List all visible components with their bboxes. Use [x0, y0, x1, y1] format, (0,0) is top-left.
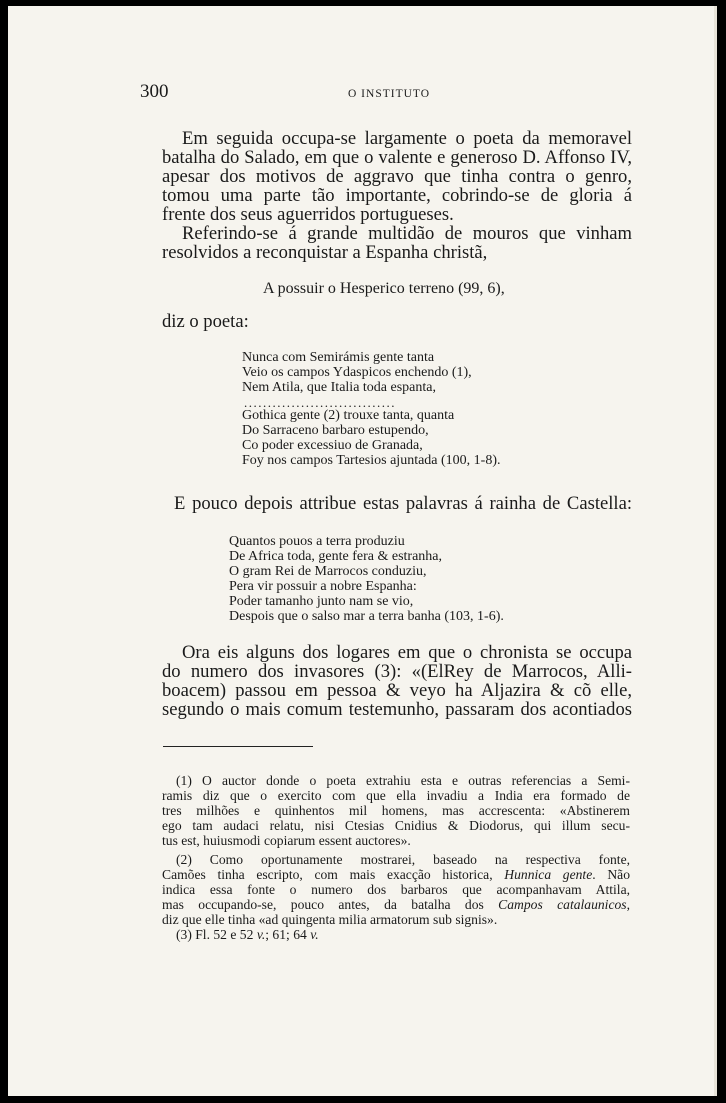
paragraph-2-line-1: Referindo-se á grande multidão de mouros que vinham — [182, 223, 632, 244]
footnote-3 — [176, 928, 319, 942]
paragraph-2-line-2: resolvidos a reconquistar a Espanha christã, — [162, 242, 488, 263]
footnote-2-line-2-a: Camões tinha escripto, com mais exacção historica, — [162, 867, 505, 882]
footnote-2-line-4 — [162, 898, 630, 912]
verse-1-line-6: Co poder excessiuo de Granada, — [242, 438, 423, 453]
footnote-1-line-4: ego tam audaci relatu, nisi Ctesias Cnidius & Diodorus, qui illum secu- — [162, 818, 630, 833]
paragraph-1-line-2: batalha do Salado, em que o valente e generoso D. Affonso IV, — [162, 147, 632, 168]
paragraph-1-line-5: frente dos seus aguerridos portugueses. — [162, 204, 454, 225]
footnote-2-line-1: (2) Como oportunamente mostrarei, baseado na respectiva fonte, — [176, 852, 630, 867]
paragraph-4-line-4: segundo o mais comum testemunho, passaram dos acontiados — [162, 699, 632, 720]
paragraph-1-line-4: tomou uma parte tão importante, cobrindo-se de gloria á — [162, 185, 632, 206]
paragraph-4-line-2: do numero dos invasores (3): «(ElRey de Marrocos, Alli- — [162, 661, 632, 682]
footnote-1-line-5: tus est, huiusmodi copiarum essent auctores». — [162, 833, 411, 848]
paragraph-4-line-3: boacem) passou em pessoa & veyo ha Aljazira & cõ elle, — [162, 680, 632, 701]
quote-1: A possuir o Hesperico terreno (99, 6), — [263, 280, 505, 297]
footnote-2-line-4-b: , — [626, 897, 630, 912]
footnote-rule — [163, 746, 313, 747]
footnote-2-line-2-italic: Hunnica gente — [504, 867, 593, 882]
footnote-2-line-4-a: mas occupando-se, pouco antes, da batalha dos — [162, 897, 499, 912]
verse-2-line-2: De Africa toda, gente fera & estranha, — [229, 549, 443, 564]
paragraph-4-line-1: Ora eis alguns dos logares em que o chronista se occupa — [182, 642, 632, 663]
verse-1-line-7: Foy nos campos Tartesios ajuntada (100, 1-8). — [242, 453, 501, 468]
book-page — [8, 6, 717, 1096]
paragraph-1-line-3: apesar dos motivos de aggravo que tinha contra o genro, — [162, 166, 632, 187]
footnote-2-line-5: diz que elle tinha «ad quingenta milia armatorum sub signis». — [162, 912, 498, 927]
footnote-3-b: ; 61; 64 — [265, 927, 311, 942]
verse-1-line-1: Nunca com Semirámis gente tanta — [242, 350, 435, 365]
verse-1-line-4: Gothica gente (2) trouxe tanta, quanta — [242, 408, 455, 423]
footnote-1-line-2: ramis diz que o exercito com que ella invadiu a India era formado de — [162, 788, 630, 803]
footnote-3-a: (3) Fl. 52 e 52 — [176, 927, 257, 942]
footnote-2-line-2-b: . Não — [592, 867, 630, 882]
footnote-1-line-1: (1) O auctor donde o poeta extrahiu esta e outras referencias a Semi- — [176, 773, 630, 788]
footnote-2-line-2 — [162, 868, 630, 882]
verse-1-line-2: Veio os campos Ydaspicos enchendo (1), — [242, 365, 472, 380]
verse-2-line-6: Despois que o salso mar a terra banha (103, 1-6). — [229, 609, 504, 624]
page-edge — [714, 6, 717, 1096]
page-number: 300 — [140, 81, 169, 102]
verse-2-line-1: Quantos pouos a terra produziu — [229, 534, 405, 549]
footnote-3-v2: v. — [310, 927, 319, 942]
footnote-2-line-3: indica essa fonte o numero dos barbaros que acompanhavam Attila, — [162, 882, 630, 897]
verse-2-line-5: Poder tamanho junto nam se vio, — [229, 594, 414, 609]
verse-1-line-3: Nem Atila, que Italia toda espanta, — [242, 380, 436, 395]
diz-o-poeta: diz o poeta: — [162, 311, 249, 332]
verse-1-line-5: Do Sarraceno barbaro estupendo, — [242, 423, 429, 438]
footnote-3-v1: v. — [256, 927, 266, 942]
paragraph-1-line-1: Em seguida occupa-se largamente o poeta da memoravel — [182, 128, 632, 149]
footnote-2-line-4-italic: Campos catalaunicos — [498, 897, 627, 912]
verse-2-line-3: O gram Rei de Marrocos conduziu, — [229, 564, 427, 579]
running-title: O INSTITUTO — [348, 88, 431, 100]
footnote-1-line-3: tres milhões e quinhentos mil homens, mas accrescenta: «Abstinerem — [162, 803, 630, 818]
verse-2-line-4: Pera vir possuir a nobre Espanha: — [229, 579, 417, 594]
paragraph-3: E pouco depois attribue estas palavras á rainha de Castella: — [174, 493, 632, 514]
verse-ellipsis: ................................ — [244, 395, 396, 410]
